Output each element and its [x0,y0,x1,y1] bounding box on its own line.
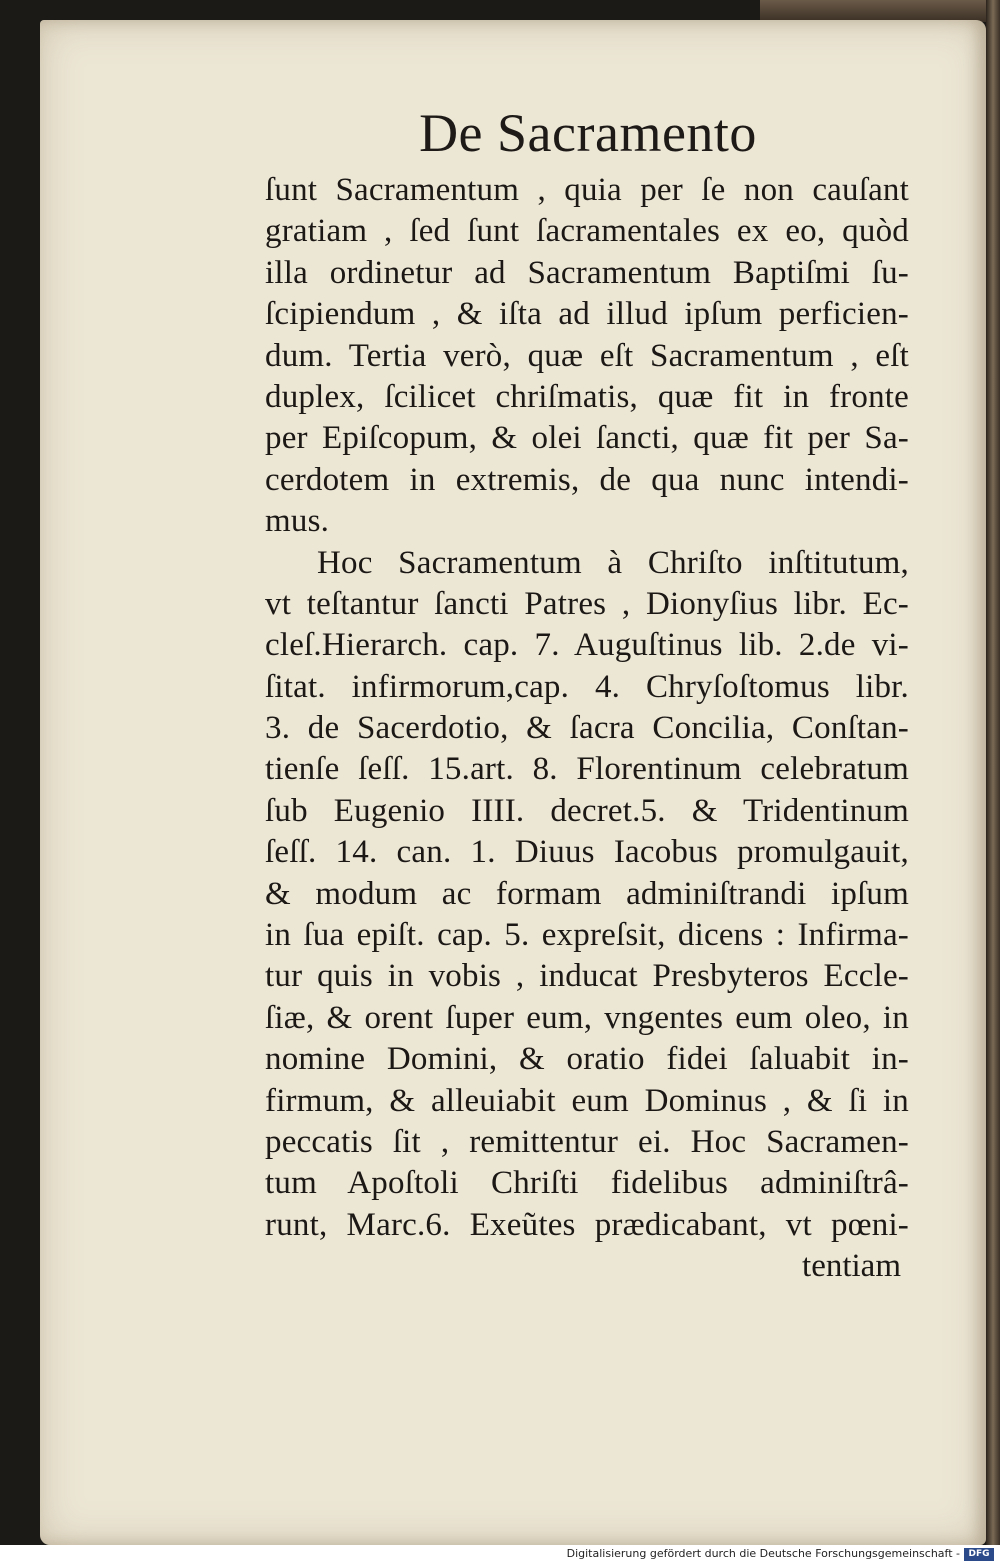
text-line: ſub Eugenio IIII. decret.5. & Tridentinum [265,792,909,829]
book-page [40,20,986,1545]
funding-notice: Digitalisierung gefördert durch die Deutsche Forschungsgemeinschaft - [566,1547,960,1560]
text-line: ſunt Sacramentum , quia per ſe non cauſant [265,172,909,208]
text-line: gratiam , ſed ſunt ſacramentales ex eo, quòd [265,213,909,250]
text-line: in ſua epiſt. cap. 5. expreſsit, dicens : Infirma- [265,917,909,954]
text-line: duplex, ſcilicet chriſmatis, quæ fit in fronte [265,378,909,415]
book-edge-top [760,0,1000,22]
text-line: dum. Tertia verò, quæ eſt Sacramentum , eſt [265,337,909,374]
text-line: Hoc Sacramentum à Chriſto inſtitutum, [317,544,909,581]
text-line: tur quis in vobis , inducat Presbyteros Eccle- [265,958,909,995]
running-head: De Sacramento [419,103,757,163]
text-line: firmum, & alleuiabit eum Dominus , & ſi in [265,1082,909,1119]
text-block [265,170,909,1288]
text-line: tum Apoſtoli Chriſti fidelibus adminiſtrâ- [265,1165,909,1202]
text-line: 3. de Sacerdotio, & ſacra Concilia, Conſtan- [265,710,909,747]
text-line: tienſe ſeſſ. 15.art. 8. Florentinum celebratum [265,751,909,788]
text-line: peccatis ſit , remittentur ei. Hoc Sacramen- [265,1123,909,1160]
text-line: vt teſtantur ſancti Patres , Dionyſius libr. Ec- [265,585,909,622]
text-line: runt, Marc.6. Exeũtes prædicabant, vt pœni- [265,1206,909,1243]
dfg-logo: DFG [964,1548,994,1561]
text-line: ſcipiendum , & iſta ad illud ipſum perficien- [265,296,909,333]
text-line: nomine Domini, & oratio fidei ſaluabit in- [265,1041,909,1078]
text-line: ſitat. infirmorum,cap. 4. Chryſoſtomus libr. [265,668,909,705]
text-line: cerdotem in extremis, de qua nunc intendi- [265,461,909,498]
footer-bar [0,1545,1000,1565]
catchword: tentiam [802,1248,901,1285]
text-line: mus. [265,503,330,540]
text-line: illa ordinetur ad Sacramentum Baptiſmi ſu- [265,254,909,291]
book-edge-right [986,0,1000,1565]
text-line: per Epiſcopum, & olei ſancti, quæ fit per Sa- [265,420,909,457]
text-line: ſeſſ. 14. can. 1. Diuus Iacobus promulgauit, [265,834,909,871]
text-line: ſiæ, & orent ſuper eum, vngentes eum oleo, in [265,999,909,1036]
text-line: cleſ.Hierarch. cap. 7. Auguſtinus lib. 2.de vi- [265,627,909,664]
text-line: & modum ac formam adminiſtrandi ipſum [265,875,909,912]
